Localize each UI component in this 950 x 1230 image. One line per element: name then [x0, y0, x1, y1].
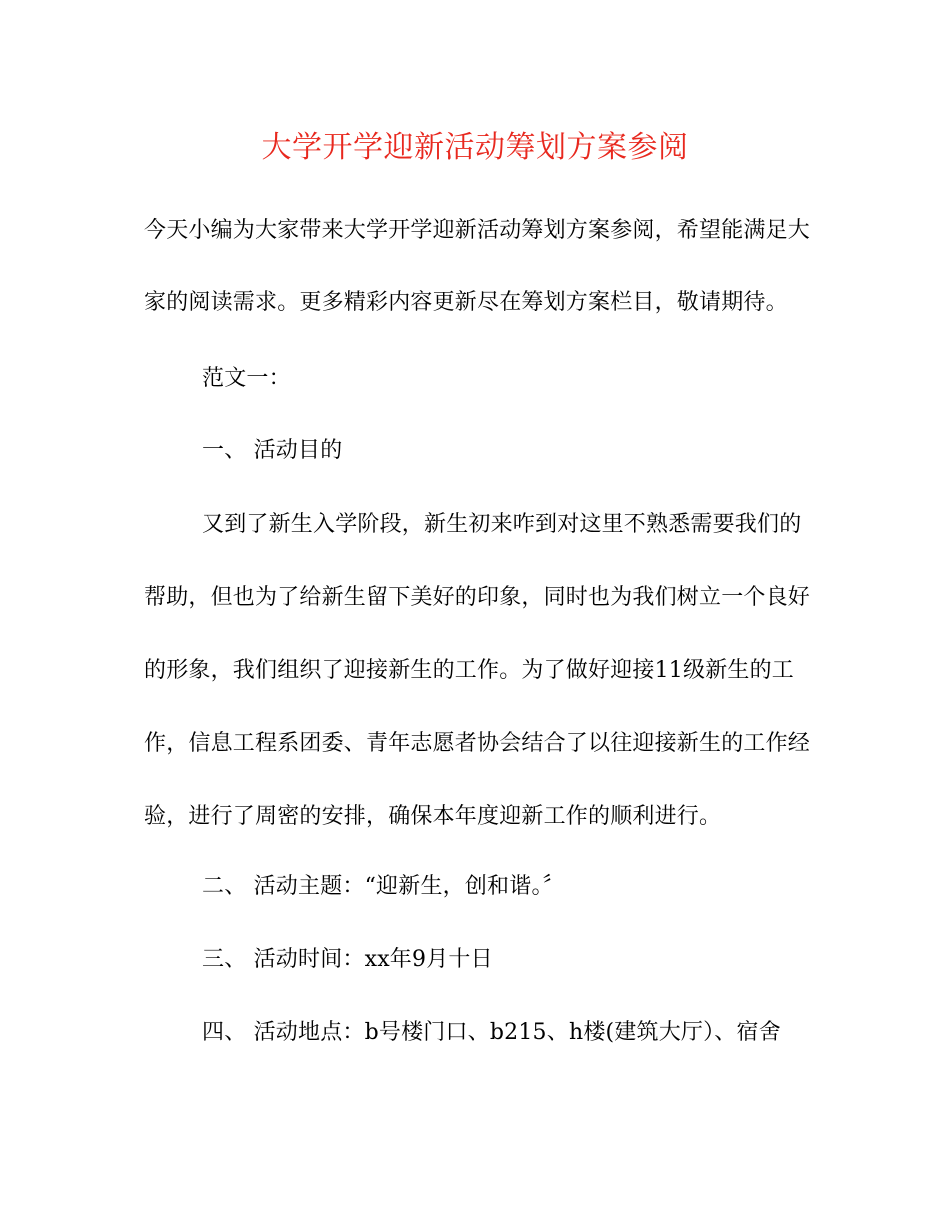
section-location: 四、 活动地点：b号楼门口、b215、h楼(建筑大厅）、宿舍 — [202, 1020, 781, 1045]
section-heading-purpose: 一、 活动目的 — [202, 438, 343, 463]
paragraph-line-2: 帮助，但也为了给新生留下美好的印象，同时也为我们树立一个良好 — [144, 585, 811, 610]
intro-line-2: 家的阅读需求。更多精彩内容更新尽在筹划方案栏目，敬请期待。 — [144, 290, 788, 315]
section-theme: 二、 活动主题：“迎新生，创和谐。〞 — [202, 874, 565, 899]
document-title: 大学开学迎新活动筹划方案参阅 — [261, 130, 689, 165]
section-time: 三、 活动时间：xx年9月十日 — [202, 947, 493, 972]
paragraph-line-4: 作，信息工程系团委、青年志愿者协会结合了以往迎接新生的工作经 — [144, 731, 811, 756]
intro-line-1: 今天小编为大家带来大学开学迎新活动筹划方案参阅，希望能满足大 — [144, 218, 811, 243]
paragraph-line-3: 的形象，我们组织了迎接新生的工作。为了做好迎接11级新生的工 — [144, 658, 794, 683]
paragraph-line-1: 又到了新生入学阶段，新生初来咋到对这里不熟悉需要我们的 — [202, 512, 802, 537]
sample-heading: 范文一： — [202, 366, 291, 391]
paragraph-line-5: 验，进行了周密的安排，确保本年度迎新工作的顺利进行。 — [144, 804, 722, 829]
